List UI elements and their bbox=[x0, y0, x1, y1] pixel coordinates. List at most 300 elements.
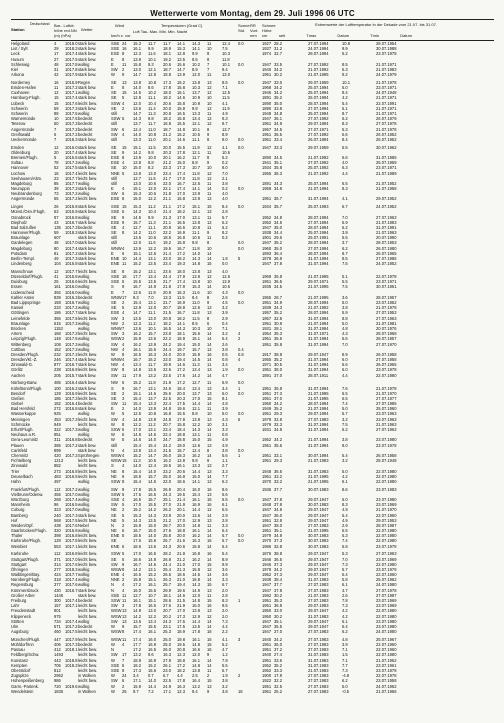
wind-dir: SE bbox=[111, 90, 117, 96]
weather: wolkig bbox=[78, 320, 90, 326]
tmax: 31.07.1983 bbox=[308, 577, 329, 583]
station-name: Großer Arber bbox=[11, 592, 35, 598]
precip: 5 bbox=[238, 256, 241, 261]
temp-night: 12.0 bbox=[192, 652, 200, 658]
wind-dir: SSW bbox=[111, 598, 121, 603]
tmin: 27.07.1978 bbox=[376, 121, 397, 127]
temp-min-ground: 16 bbox=[207, 502, 212, 508]
temp-max: 16.2 bbox=[163, 458, 171, 464]
temp-min: 17.5 bbox=[177, 618, 185, 624]
snow: 1952 bbox=[262, 214, 272, 220]
station-height: 268 bbox=[54, 496, 61, 502]
tmax: 28.07.1994 bbox=[308, 300, 329, 305]
station-height: 63 bbox=[54, 209, 59, 215]
temp-max: 17.3 bbox=[163, 79, 171, 85]
temp-max: 22.6 bbox=[163, 367, 171, 373]
temp-air: 14.0 bbox=[133, 463, 141, 469]
tmin: 22.07.1991 bbox=[376, 100, 397, 106]
weather: wolkig bbox=[78, 491, 90, 497]
temp-min-ground: 15 bbox=[207, 395, 212, 401]
weather: stark bew. bbox=[78, 219, 97, 225]
weather: leicht bew. bbox=[78, 543, 98, 549]
temp-air: 15.8 bbox=[133, 577, 141, 583]
snow: 1978 bbox=[262, 566, 272, 572]
temp-air: 15.3 bbox=[133, 204, 141, 210]
wind-dir: SE bbox=[111, 214, 117, 220]
temp-max: 26.1 bbox=[163, 662, 171, 668]
snow: 1951 bbox=[262, 642, 272, 647]
temp-min: 19.3 bbox=[177, 261, 185, 267]
weather: stark bew. bbox=[78, 204, 97, 210]
wind-dir: E bbox=[111, 289, 114, 295]
wind-dir: ESE bbox=[111, 160, 120, 166]
weather: leicht bew. bbox=[78, 556, 98, 562]
temp-dew: 10.5 bbox=[148, 458, 156, 464]
tmax-date: 5.3 bbox=[342, 66, 348, 72]
temp-night: 13.9 bbox=[192, 191, 200, 197]
tmin: 21.07.1970 bbox=[376, 507, 397, 513]
snow: 1970 bbox=[262, 538, 272, 544]
station-name: Artern bbox=[11, 331, 23, 337]
sunshine: 2.0 bbox=[222, 587, 228, 593]
station-height: 430 bbox=[54, 587, 61, 593]
wind-speed: 15 bbox=[122, 144, 127, 150]
temp-min-ground: 11 bbox=[207, 149, 212, 155]
station-name: Soltau bbox=[11, 160, 23, 166]
weather: stark bew. bbox=[78, 357, 97, 363]
tmin: 27.07.1963 bbox=[376, 214, 397, 220]
tmax-date: 8.9 bbox=[342, 351, 348, 357]
temp-air: 16.2 bbox=[133, 341, 141, 347]
wind-speed: 5 bbox=[122, 279, 125, 285]
tmax-date: 8.0 bbox=[342, 442, 348, 448]
tmin: 22.07.1980 bbox=[376, 652, 397, 658]
temp-min: 16.3 bbox=[177, 683, 185, 689]
temp-min: 15.5 bbox=[177, 121, 185, 127]
weather: leicht bew. bbox=[78, 100, 98, 106]
station-height: 447 bbox=[54, 636, 61, 642]
pressure: 1018.8 bbox=[65, 657, 78, 663]
snow: 1952 bbox=[262, 219, 272, 225]
tmax-date: 5.0 bbox=[342, 468, 348, 474]
station-height: 1493 bbox=[54, 652, 64, 658]
temp-dew: 14.9 bbox=[148, 284, 156, 290]
temp-night: 16.2 bbox=[192, 452, 200, 458]
station-name: Teterow bbox=[11, 121, 26, 127]
tmin: 23.07.1978 bbox=[376, 51, 397, 57]
header-extrem: Extremwerte der Lufttemperatur in der Dekade vom 21.07. bis 31.07. bbox=[315, 22, 437, 27]
station-name: Norderney bbox=[11, 79, 31, 85]
tmin: 24.07.1980 bbox=[376, 582, 397, 588]
station-height: 386 bbox=[54, 442, 61, 448]
record-since: 35.0 bbox=[274, 224, 282, 230]
temp-night: 8.9 bbox=[192, 66, 198, 72]
pressure: 1017.3 bbox=[65, 642, 78, 647]
temp-min-ground: 12 bbox=[207, 219, 212, 225]
station-height: 734 bbox=[54, 618, 61, 624]
temp-night: 14.5 bbox=[192, 357, 200, 363]
sunshine: 3.8 bbox=[222, 180, 228, 186]
snow: 1947 bbox=[262, 512, 272, 518]
weather: wolkig bbox=[78, 486, 90, 492]
temp-night: 12.9 bbox=[192, 517, 200, 523]
station-name: Seehausen/Altm. bbox=[11, 175, 43, 181]
temp-night: 13.5 bbox=[192, 623, 200, 629]
tmax-date: 4.3 bbox=[342, 331, 348, 337]
temp-air: 16.7 bbox=[133, 561, 141, 567]
tmin: 28.07.1957 bbox=[376, 294, 397, 300]
pressure: 1015.9 bbox=[65, 79, 78, 85]
sunshine: 7.0 bbox=[222, 170, 228, 176]
temp-min-ground: 6 bbox=[207, 320, 210, 326]
temp-dew: 11.1 bbox=[148, 310, 156, 316]
tmax-date: 5.1 bbox=[342, 274, 348, 280]
station-name: Hamburg-Flugh. bbox=[11, 95, 41, 101]
snow: 1890 bbox=[262, 105, 272, 111]
tmax-date: 5.9 bbox=[342, 219, 348, 225]
temp-night: 11.8 bbox=[192, 310, 200, 316]
sunshine: 6.7 bbox=[222, 582, 228, 588]
temp-min-ground: 11 bbox=[207, 110, 212, 116]
record-since: 35.2 bbox=[274, 406, 282, 412]
station-name: List / Sylt bbox=[11, 46, 28, 52]
wind-dir: S bbox=[111, 385, 114, 391]
snow: 1951 bbox=[262, 367, 272, 373]
tmax-date: 5.3 bbox=[342, 551, 348, 557]
tmin: 21.07.1978 bbox=[376, 126, 397, 132]
temp-min: 18.8 bbox=[177, 437, 185, 443]
temp-min: 18.8 bbox=[177, 305, 185, 311]
station-height: 877 bbox=[54, 362, 61, 368]
tmax: 27.07.1983 bbox=[308, 683, 329, 689]
station-height: 100 bbox=[54, 385, 61, 391]
station-height: 16 bbox=[54, 79, 59, 85]
sunshine: 5.7 bbox=[222, 214, 228, 220]
record-since: 34.4 bbox=[274, 230, 282, 236]
temp-min-ground: 10 bbox=[207, 165, 212, 171]
temp-min-ground: 14 bbox=[207, 186, 212, 192]
snow: 1951 bbox=[262, 458, 272, 464]
record-since: 33.5 bbox=[274, 61, 282, 67]
record-since: 29.3 bbox=[274, 458, 282, 464]
sunshine: 3.3 bbox=[222, 522, 228, 528]
tmax-date: 8.5 bbox=[342, 256, 348, 261]
temp-dew: 10.6 bbox=[148, 191, 156, 197]
temp-min-ground: 14 bbox=[207, 452, 212, 458]
temp-dew: 8.2 bbox=[148, 165, 154, 171]
temp-min: 14.6 bbox=[177, 95, 185, 101]
station-name: Zinnwald-G. bbox=[11, 362, 34, 368]
record-since: 34.8 bbox=[274, 507, 282, 513]
record-since: 35.5 bbox=[274, 279, 282, 285]
weather: wolkig bbox=[78, 411, 90, 417]
temp-max: 23.4 bbox=[163, 427, 171, 432]
weather: stark bew. bbox=[78, 72, 97, 78]
station-name: Bendorf bbox=[11, 390, 26, 396]
pressure: 1016.8 bbox=[65, 533, 78, 539]
wind-speed: 9 bbox=[122, 219, 125, 225]
temp-min: 4.4 bbox=[177, 673, 183, 679]
tmax: 25.07.1994 bbox=[308, 110, 329, 116]
pressure: 1017.2 bbox=[65, 85, 78, 90]
station-height: 128 bbox=[54, 538, 61, 544]
tmax-date: 7.5 bbox=[342, 421, 348, 427]
temp-air: 14.8 bbox=[133, 432, 141, 438]
temp-night: 2.5 bbox=[192, 673, 198, 679]
temp-max: 26.7 bbox=[163, 538, 171, 544]
station-name: Passau bbox=[11, 647, 25, 653]
tmax: 25.07.1991 bbox=[308, 235, 329, 241]
weather: wolkig bbox=[78, 427, 90, 432]
tmin: 27.07.1986 bbox=[376, 256, 397, 261]
wind-speed: 5 bbox=[122, 512, 125, 518]
temp-dew: 8.8 bbox=[148, 160, 154, 166]
temp-dew: 13.5 bbox=[148, 261, 156, 267]
tmin: 23.07.1980 bbox=[376, 437, 397, 443]
station-name: Frankfurt/Flugh. bbox=[11, 486, 40, 492]
station-height: 1446 bbox=[54, 592, 64, 598]
temp-night: 15.0 bbox=[192, 437, 200, 443]
record-since: 35.1 bbox=[274, 160, 282, 166]
wind-dir: SSE bbox=[111, 592, 120, 598]
precip: 0.0 bbox=[238, 411, 244, 417]
tmax-date: 8.4 bbox=[342, 136, 348, 142]
temp-dew: 12.6 bbox=[148, 250, 156, 256]
station-height: 240 bbox=[54, 512, 61, 518]
wind-speed: 3 bbox=[122, 331, 125, 337]
temp-max: 22.2 bbox=[163, 230, 171, 236]
temp-max: 23.0 bbox=[163, 667, 171, 673]
pressure: 1017.5 bbox=[65, 116, 78, 122]
temp-night: 14.8 bbox=[192, 261, 200, 267]
tmin: 27.07.1970 bbox=[376, 341, 397, 347]
station-name: Bamberg bbox=[11, 512, 28, 518]
temp-max: 25.3 bbox=[163, 629, 171, 635]
snow: 1971 bbox=[262, 362, 272, 368]
tmax-date: 10.1 bbox=[342, 79, 350, 85]
tmin: 22.07.1980 bbox=[376, 533, 397, 539]
weather: stark bew. bbox=[78, 261, 97, 267]
tmax: 27.07.1983 bbox=[308, 642, 329, 647]
tmin: 23.07.1983 bbox=[376, 486, 397, 492]
tmax: 31.07.1983 bbox=[308, 613, 329, 619]
sunshine: 10.3 bbox=[222, 51, 230, 57]
temp-min-ground: 15 bbox=[207, 561, 212, 567]
tmax-date: 3.6 bbox=[342, 294, 348, 300]
record-since: 27.4 bbox=[274, 652, 282, 658]
temp-min-ground: 14 bbox=[207, 427, 212, 432]
tmax-date: 8.6 bbox=[342, 486, 348, 492]
wind-speed: 11 bbox=[122, 401, 127, 407]
station-name: Stötten bbox=[11, 618, 24, 624]
tmin: 21.07.1971 bbox=[376, 95, 397, 101]
station-height: 1835 bbox=[54, 688, 64, 694]
weather: stark bew. bbox=[78, 362, 97, 368]
snow: 1951 bbox=[262, 136, 272, 142]
wind-speed: 8 bbox=[122, 268, 125, 274]
weather: wolkig bbox=[78, 502, 90, 508]
temp-air: 12.0 bbox=[133, 240, 141, 246]
wind-dir: SSE bbox=[111, 46, 120, 52]
temp-dew: 14.0 bbox=[148, 437, 156, 443]
weather: bedeckt bbox=[78, 437, 93, 443]
station-height: 49 bbox=[54, 256, 59, 261]
weather: wolkig bbox=[78, 341, 90, 347]
station-height: 2962 bbox=[54, 673, 64, 679]
tmax-date: 5.0 bbox=[342, 683, 348, 689]
snow: 1934 bbox=[262, 204, 272, 210]
tmax: 30.07.1983 bbox=[308, 502, 329, 508]
station-name: Hof bbox=[11, 517, 18, 523]
temp-dew: 15.4 bbox=[148, 442, 156, 448]
wind-dir: WSW bbox=[111, 336, 122, 342]
sunshine: 2.0 bbox=[222, 608, 228, 614]
wind-speed: 3 bbox=[122, 315, 125, 321]
wind-speed: 5 bbox=[122, 556, 125, 562]
tmin: 26.07.1958 bbox=[376, 452, 397, 458]
temp-air: 14.8 bbox=[133, 416, 141, 422]
station-name: Magdeburg bbox=[11, 180, 32, 186]
temp-min: 17.0 bbox=[177, 175, 185, 181]
pressure: 1017.5 bbox=[65, 110, 78, 116]
station-name: Feldberg/Schw. bbox=[11, 652, 40, 658]
record-since: 37.0 bbox=[274, 372, 282, 378]
sunshine: 8.4 bbox=[222, 204, 228, 210]
wind-dir: SW bbox=[111, 131, 118, 137]
snow: 1957 bbox=[262, 315, 272, 321]
pressure: 1018.1 bbox=[65, 647, 78, 653]
wind-dir: SE bbox=[111, 305, 117, 311]
wind-dir: W bbox=[111, 411, 115, 417]
weather: leicht bew. bbox=[78, 667, 98, 673]
temp-air: 12.9 bbox=[133, 305, 141, 311]
temp-max: 26.9 bbox=[163, 486, 171, 492]
temp-min: 17.9 bbox=[177, 274, 185, 280]
temp-dew: 10.6 bbox=[148, 180, 156, 186]
tmin: 23.07.1971 bbox=[376, 279, 397, 285]
temp-max: 21.2 bbox=[163, 131, 171, 137]
pressure: 1017.2 bbox=[65, 131, 78, 137]
station-name: Mühldorf/Inn bbox=[11, 642, 34, 647]
station-height: 96 bbox=[54, 502, 59, 508]
wind-speed: 4 bbox=[122, 496, 125, 502]
wind-speed: 15 bbox=[122, 204, 127, 210]
sunshine: 7.9 bbox=[222, 657, 228, 663]
tmax: 28.07.1994 bbox=[308, 51, 329, 57]
sunshine: 0.2 bbox=[222, 160, 228, 166]
tmax-date: 8.5 bbox=[342, 61, 348, 67]
station-name: Hahn bbox=[11, 478, 21, 484]
temp-night: 9.8 bbox=[192, 105, 198, 111]
weather: stark bew. bbox=[78, 136, 97, 142]
station-height: 272 bbox=[54, 406, 61, 412]
temp-dew: 13.6 bbox=[148, 367, 156, 373]
snow: 1951 bbox=[262, 72, 272, 78]
station-height: 80 bbox=[54, 245, 59, 251]
temp-dew: 13.8 bbox=[148, 416, 156, 422]
tmin: 23.07.1978 bbox=[376, 543, 397, 549]
header-schnee: Schnee Höhe cm bbox=[262, 23, 276, 38]
snow: 1951 bbox=[262, 473, 272, 479]
station-name: Augsburg bbox=[11, 629, 29, 635]
wind-dir: ENE bbox=[111, 572, 120, 578]
weather: leicht bew. bbox=[78, 390, 98, 396]
temp-dew: 16.9 bbox=[148, 642, 156, 647]
station-name: Chemnitz bbox=[11, 452, 29, 458]
station-name: Nürburg-Barw. bbox=[11, 380, 38, 386]
tmax: 27.07.1983 bbox=[308, 587, 329, 593]
pressure: 1015.9 bbox=[65, 209, 78, 215]
wind-speed: 5 bbox=[122, 95, 125, 101]
temp-night: 15.0 bbox=[192, 341, 200, 347]
wind-speed: 9 bbox=[122, 284, 125, 290]
tmin: 22.07.1980 bbox=[376, 538, 397, 544]
sunshine: 9.1 bbox=[222, 395, 228, 401]
weather: bedeckt bbox=[78, 121, 93, 127]
record-since: 35.0 bbox=[274, 100, 282, 106]
tmax-date: 7.3 bbox=[342, 667, 348, 673]
station-name: Wittenberg bbox=[11, 341, 31, 347]
snow: 1955 bbox=[262, 294, 272, 300]
pressure: 1016.7 bbox=[65, 219, 78, 225]
temp-max: 20.1 bbox=[163, 154, 171, 160]
pressure: 1017.3 bbox=[65, 395, 78, 401]
station-height: 12 bbox=[54, 90, 59, 96]
temp-dew: 14.5 bbox=[148, 478, 156, 484]
wind-speed: 2 bbox=[122, 300, 125, 305]
temp-max: 24.7 bbox=[163, 437, 171, 443]
snow: 1941 bbox=[262, 160, 272, 166]
station-height: 899 bbox=[54, 447, 61, 453]
wind-dir: ESE bbox=[111, 51, 120, 57]
temp-max: 19.2 bbox=[163, 240, 171, 246]
temp-night: 8.4 bbox=[192, 294, 198, 300]
weather: wolkig bbox=[78, 274, 90, 280]
snow: 1951 bbox=[262, 121, 272, 127]
weather: wolkig bbox=[78, 305, 90, 311]
tmax-date: 7.0 bbox=[342, 556, 348, 562]
weather: wolkig bbox=[78, 191, 90, 197]
temp-air: 15.4 bbox=[133, 442, 141, 448]
temp-min-ground: 16 bbox=[207, 647, 212, 653]
station-height: 27 bbox=[54, 56, 59, 62]
record-since: 17.9 bbox=[274, 673, 282, 679]
record-since: 34.3 bbox=[274, 305, 282, 311]
wind-dir: S bbox=[111, 463, 114, 469]
temp-air: 12.8 bbox=[133, 95, 141, 101]
wind-dir: SW bbox=[111, 678, 118, 684]
station-name: Angermünde bbox=[11, 196, 35, 202]
sunshine: 2.2 bbox=[222, 629, 228, 635]
temp-dew: 15.7 bbox=[148, 473, 156, 479]
temp-dew: 13.4 bbox=[148, 274, 156, 280]
record-since: 34.3 bbox=[274, 180, 282, 186]
sunshine: 4.0 bbox=[222, 196, 228, 202]
record-since: 33.0 bbox=[274, 79, 282, 85]
temp-night: 14.3 bbox=[192, 41, 200, 46]
wind-speed: 2 bbox=[122, 320, 125, 326]
temp-air: 15.9 bbox=[133, 683, 141, 689]
temp-night: 15.1 bbox=[192, 336, 200, 342]
record-since: 32.5 bbox=[274, 683, 282, 689]
temp-dew: 14.0 bbox=[148, 533, 156, 539]
wind-speed: 4 bbox=[122, 186, 125, 192]
station-height: 85 bbox=[54, 180, 59, 186]
temp-dew: 13.7 bbox=[148, 395, 156, 401]
snow: 1947 bbox=[262, 618, 272, 624]
wind-speed: 6 bbox=[122, 678, 125, 684]
station-height: 406 bbox=[54, 642, 61, 647]
